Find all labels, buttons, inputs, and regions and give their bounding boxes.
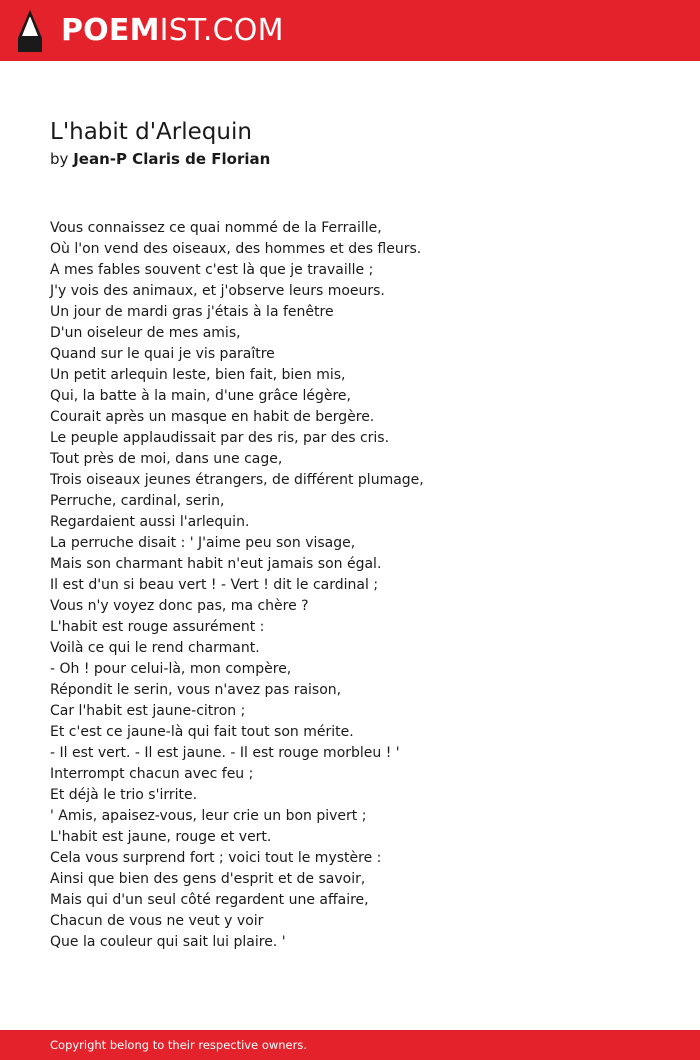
poem-line: - Il est vert. - Il est jaune. - Il est rouge morbleu ! ' — [50, 745, 400, 761]
poem-line: Vous n'y voyez donc pas, ma chère ? — [50, 598, 309, 614]
poem-line: Vous connaissez ce quai nommé de la Ferraille, — [50, 220, 382, 236]
poem-line: L'habit est rouge assurément : — [50, 619, 265, 635]
pencil-tip-icon[interactable] — [16, 8, 44, 54]
poem-line: Trois oiseaux jeunes étrangers, de différent plumage, — [50, 472, 424, 488]
poem-line: J'y vois des animaux, et j'observe leurs moeurs. — [50, 283, 385, 299]
poem-line: Ainsi que bien des gens d'esprit et de savoir, — [50, 871, 366, 887]
poem-line: Un petit arlequin leste, bien fait, bien mis, — [50, 367, 346, 383]
logo-text-bold: POEM — [61, 13, 160, 48]
poem-line: Et c'est ce jaune-là qui fait tout son mérite. — [50, 724, 354, 740]
poem-line: Quand sur le quai je vis paraître — [50, 346, 275, 362]
poem-line: Tout près de moi, dans une cage, — [50, 451, 283, 467]
poem-line: D'un oiseleur de mes amis, — [50, 325, 241, 341]
poem-line: ' Amis, apaisez-vous, leur crie un bon pivert ; — [50, 808, 367, 824]
poem-line: Interrompt chacun avec feu ; — [50, 766, 254, 782]
poem-line: L'habit est jaune, rouge et vert. — [50, 829, 272, 845]
poem-line: Perruche, cardinal, serin, — [50, 493, 225, 509]
poem-line: Mais son charmant habit n'eut jamais son égal. — [50, 556, 382, 572]
poem-line: - Oh ! pour celui-là, mon compère, — [50, 661, 292, 677]
poem-line: Et déjà le trio s'irrite. — [50, 787, 198, 803]
poem-line: La perruche disait : ' J'aime peu son visage, — [50, 535, 356, 551]
poem-line: Car l'habit est jaune-citron ; — [50, 703, 246, 719]
site-logo[interactable] — [61, 8, 284, 54]
poem-line: Courait après un masque en habit de bergère. — [50, 409, 375, 425]
by-label: by — [50, 150, 69, 168]
poem-line: Où l'on vend des oiseaux, des hommes et des fleurs. — [50, 241, 422, 257]
poem-byline — [50, 149, 270, 169]
logo-text-light: IST.COM — [159, 13, 284, 48]
poem-body — [50, 218, 424, 953]
site-header — [0, 0, 700, 61]
poem-line: Mais qui d'un seul côté regardent une affaire, — [50, 892, 369, 908]
poem-title: L'habit d'Arlequin — [50, 119, 252, 145]
poem-line: Cela vous surprend fort ; voici tout le mystère : — [50, 850, 382, 866]
site-footer — [0, 1030, 700, 1060]
poem-line: Chacun de vous ne veut y voir — [50, 913, 264, 929]
poem-line: Il est d'un si beau vert ! - Vert ! dit le cardinal ; — [50, 577, 379, 593]
poem-line: Voilà ce qui le rend charmant. — [50, 640, 260, 656]
author-name: Jean-P Claris de Florian — [73, 150, 271, 168]
poem-line: Un jour de mardi gras j'étais à la fenêtre — [50, 304, 334, 320]
poem-line: Que la couleur qui sait lui plaire. ' — [50, 934, 286, 950]
copyright-text: Copyright belong to their respective owners. — [50, 1038, 308, 1052]
poem-line: A mes fables souvent c'est là que je travaille ; — [50, 262, 374, 278]
poem-line: Le peuple applaudissait par des ris, par des cris. — [50, 430, 390, 446]
poem-line: Regardaient aussi l'arlequin. — [50, 514, 250, 530]
poem-line: Qui, la batte à la main, d'une grâce légère, — [50, 388, 351, 404]
poem-line: Répondit le serin, vous n'avez pas raison, — [50, 682, 342, 698]
